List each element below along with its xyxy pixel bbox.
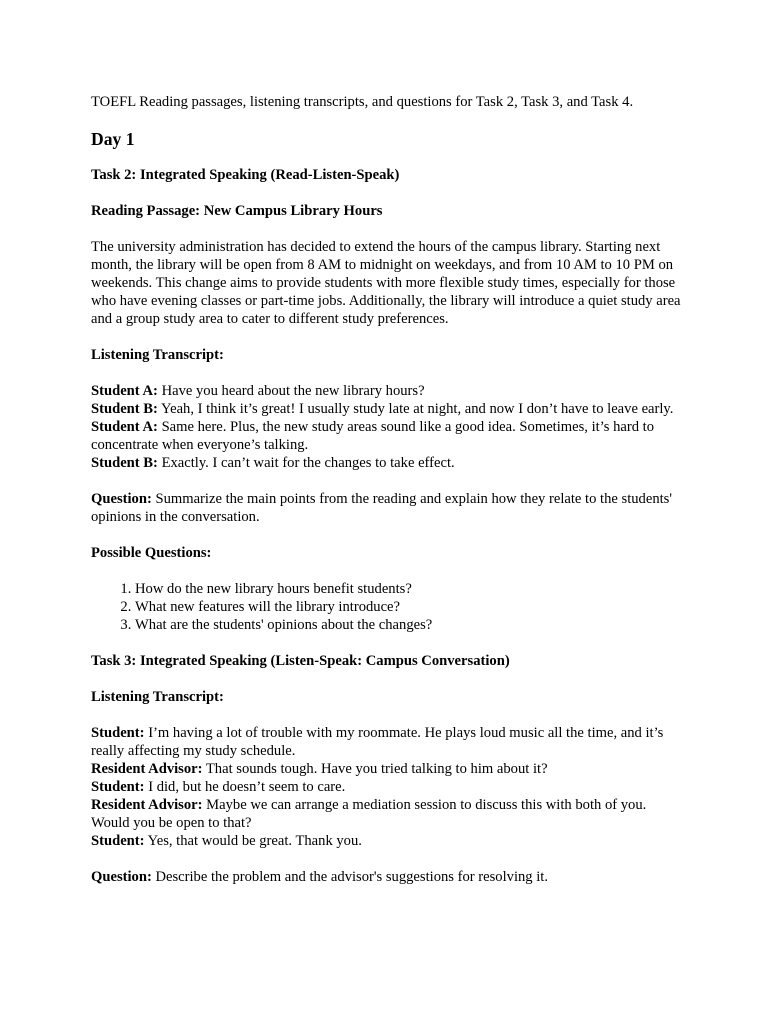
- dialogue-text: I did, but he doesn’t seem to care.: [148, 779, 346, 795]
- dialogue-line: [91, 418, 683, 454]
- dialogue-text: I’m having a lot of trouble with my roommate. He plays loud music all the time, and it’s really affecting my study schedule.: [91, 725, 664, 759]
- dialogue-line: [91, 382, 683, 400]
- question-text: Describe the problem and the advisor's suggestions for resolving it.: [155, 869, 548, 885]
- speaker-label: Student B:: [91, 401, 158, 417]
- intro-text: TOEFL Reading passages, listening transcripts, and questions for Task 2, Task 3, and Task 4.: [91, 94, 634, 110]
- dialogue-line: [91, 796, 683, 832]
- dialogue-line: [91, 760, 683, 778]
- question-text: Summarize the main points from the reading and explain how they relate to the students' opinions in the conversation.: [91, 491, 672, 525]
- dialogue-text: Maybe we can arrange a mediation session to discuss this with both of you. Would you be open to that?: [91, 797, 647, 831]
- question-label: Question:: [91, 869, 152, 885]
- task2-heading: Task 2: Integrated Speaking (Read-Listen-Speak): [91, 167, 400, 183]
- dialogue-line: [91, 400, 683, 418]
- list-item: 2. What new features will the library introduce?: [135, 598, 683, 616]
- task2-question: [91, 490, 683, 526]
- task3-heading: Task 3: Integrated Speaking (Listen-Speak: Campus Conversation): [91, 653, 510, 669]
- dialogue-text: That sounds tough. Have you tried talking to him about it?: [205, 761, 548, 777]
- dialogue-text: Exactly. I can’t wait for the changes to take effect.: [161, 455, 455, 471]
- possible-questions-heading: Possible Questions:: [91, 545, 212, 561]
- speaker-label: Student:: [91, 779, 145, 795]
- task3-listening-heading: Listening Transcript:: [91, 689, 224, 705]
- task2-dialogue: [91, 382, 683, 472]
- speaker-label: Resident Advisor:: [91, 797, 203, 813]
- dialogue-text: Have you heard about the new library hours?: [161, 383, 425, 399]
- dialogue-text: Same here. Plus, the new study areas sound like a good idea. Sometimes, it’s hard to concentrate when everyone’s talking.: [91, 419, 655, 453]
- dialogue-text: Yes, that would be great. Thank you.: [147, 833, 362, 849]
- task3-question: [91, 868, 683, 886]
- document-page: [91, 93, 683, 904]
- task2-reading-heading: Reading Passage: New Campus Library Hours: [91, 203, 383, 219]
- speaker-label: Student A:: [91, 383, 158, 399]
- task2-listening-heading: Listening Transcript:: [91, 347, 224, 363]
- task3-dialogue: [91, 724, 683, 850]
- speaker-label: Student A:: [91, 419, 158, 435]
- dialogue-line: [91, 454, 683, 472]
- day-heading: Day 1: [91, 129, 135, 149]
- speaker-label: Resident Advisor:: [91, 761, 203, 777]
- dialogue-line: [91, 778, 683, 796]
- list-item: 1. How do the new library hours benefit students?: [135, 580, 683, 598]
- dialogue-line: [91, 832, 683, 850]
- speaker-label: Student B:: [91, 455, 158, 471]
- dialogue-text: Yeah, I think it’s great! I usually study late at night, and now I don’t have to leave early.: [161, 401, 674, 417]
- speaker-label: Student:: [91, 833, 145, 849]
- dialogue-line: [91, 724, 683, 760]
- list-item: 3. What are the students' opinions about the changes?: [135, 616, 683, 634]
- question-label: Question:: [91, 491, 152, 507]
- task2-reading-text: The university administration has decided to extend the hours of the campus library. Starting next month, the library will be open from 8 AM to midnight on weekdays, and from 10 AM to 10 PM on weekends. This change aims to provide students with more flexible study times, especially for those who have evening classes or part-time jobs. Additionally, the library will introduce a quiet study area and a group study area to cater to different study preferences.: [91, 239, 681, 327]
- possible-questions-list: [91, 580, 683, 634]
- speaker-label: Student:: [91, 725, 145, 741]
